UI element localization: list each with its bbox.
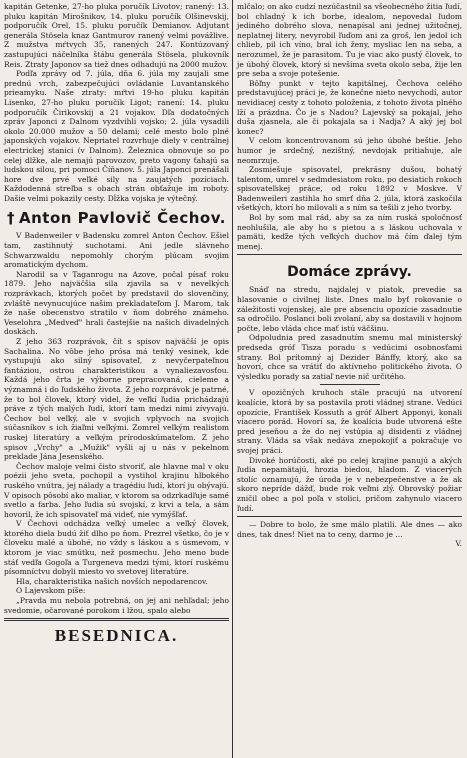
paragraph: Hla, charakteristika našich novších nepodarencov.	[16, 576, 208, 586]
paragraph: V Čechovi odchádza veľký umelec a veľký človek, ktorého diela budú žiť dlho po ňom. Prezrel všetko, čo je v človeku malé a úbohé, no vždy s láskou a s úsmevom, v ktorom je viac smútku, než posmechu. Jeho meno bude stáť vedľa Gogoľa a Turgeneva medzi tými, ktorí ruskému písomníctvu dobyli miesto vo svetovej literatúre.	[4, 519, 229, 577]
cross-icon: †	[7, 209, 16, 228]
divider	[4, 618, 229, 621]
paragraph: Bol by som mal rád, aby sa za ním ruská spoločnosť neohlušila, ale aby ho s pietou a s láskou uchovala v pamäti, keďže tých veľkých duchov má čím ďalej tým menej.	[237, 213, 462, 251]
paragraph: Čechov maloje velmi čisto stvoriť, ale hlavne mal v oku poézii jeho sveta, pochopil a vystihol krajinu hlbokého ruského vnútra, jej nálady a tragédiu ľudí, ktorí ju obývajú. V opisoch pôsobí ako maliar, v ktorom sa odzrkadľuje samé svetlo a farba. Jeho ľudia sú svojskí, z krvi a tela, a sám hovoril, že ich spisovateľ má videť, nie vymýšľať.	[4, 461, 229, 519]
article-title: Anton Pavlovič Čechov.	[19, 209, 226, 228]
paragraph: Odpoludnia pred zasadnutím snemu mal ministerský predseda gróf Tisza poradu s vedúcimi osobnosťami strany. Bol prítomný aj Dezider Bánffy, ktorý, ako sa hovorí, chce sa vrátiť do aktívneho politického života. O výsledku porady sa zatiaľ nevie nič určitého.	[237, 333, 462, 381]
section-heading: BESEDNICA.	[54, 626, 179, 646]
divider	[320, 384, 380, 385]
right-column	[237, 2, 462, 549]
paragraph: V opozičných kruhoch stále pracujú na utvorení koalície, ktorá by sa postavila proti vládnej strane. Vedúci opozície, František Kossuth a gróf Albert Apponyi, konali viacero porád. Hovorí sa, že koalícia bude utvorená ešte pred jeseňou a že do nej vstúpia aj disidenti z vládnej strany. Vláda sa však nedáva znepokojiť a pokračuje vo svojej práci.	[237, 388, 462, 455]
divider	[237, 254, 462, 255]
paragraph: Podľa zprávy od 7. júla, dňa 6. júla my zaujali sme prednú vrch, zabezpečujúci ovládanie Luvantanského prieamyku. Naše ztraty: mŕtvi 19-ho pluku kapitán Lisenko, 27-ho pluku poručík Ligot; ranení: 14. pluku podporučík Čirikovskij a 21 vojakov. Dľa dodatočných zpráv Japonci z Dalnom vyzdvihli vojsko; 2. júla vysadili okolo 20.000 mužov a 50 delami; celé mesto bolo plné japonských vojakov. Nepriatel rozvrhuje diely v centrálnej electrickej stanici (v Dalnom). Železnica obnovuje so po celej dlžke, ale nemajú parovozov, preto vagony ťahajú sa ludskou silou, pri pomoci Číňanov. 5. júla Japonci prenášali hore dve prvé veľké sily na zaujatých pozíciach. Každodenná streľba s obach strán obťažuje im roboty. Dašie velmi pokazily cesty. Dĺžka vojska je výtečný.	[4, 69, 229, 203]
paragraph: Z jeho 363 rozprávok, čít s spisov najväčší je opis Sachalina. No vôbe jeho prósa má tenký vesinek, kde vystupujú ako silný spisovateľ, z nevyčerpateľnou fantáziou, ostrou charakteristikou a vynaliezavosťou. Každá jeho črta je výborne prepracovaná, cieleme a významná i do ľudského života. Z jeho rozprávok je patrné, že to bol človek, ktorý videl, že veľkí ľudia prichádzajú práve z tých malých ľudí, ktorí tam medzi nimi zívyvajú. Čechov bol veľký, ale v svojich vplyvoch na svojich súčasníkov s ich žiaľmi veľkými. Zomrel veľkým realistom ruskej literatúry a veľkým prírodoskúmateľom. Z jeho spisov „Vrchy" a „Mužik" vyšli aj u nás v pekelnom preklade Jána Jesenského.	[4, 337, 229, 462]
paragraph: O Lajevskom píše:	[16, 586, 86, 596]
signature: V.	[455, 539, 462, 549]
article-heading	[4, 209, 229, 227]
left-column	[4, 2, 229, 647]
paragraph: V celom koncentrovanom sú jeho úbohé beštie. Jeho humor je srdečný, nezištný, nevdojak pritiahuje, ale neomrzuje.	[237, 136, 462, 165]
paragraph: kapitán Getenke, 27-ho pluka poručík Lívotov; ranený: 13. pluku kapitán Mirošnikov, 14. pluku poručík Olšinevskij, podporučík Orel, 15. pluku poručík Demianov. Adjutant generála Stösela knaz Gantmurov ranený velmi povážlive. Z mužstva mŕtvych 35, ranených 247. Kontúzovaný zastupujúci náčelníka štábu generála Stösela, plukovník Reis. Ztraty Japonov sa tiež dnes odhadujú na 2000 mužov.	[4, 2, 229, 69]
paragraph: „Pravda mu nebola potrebná, on jej ani nehľadal; jeho svedomie, očarované porokom i lžou, spalo alebo	[4, 596, 229, 615]
column-divider	[232, 0, 233, 758]
paragraph: mlčalo; on ako cudzí nezúčastnil sa všeobecného žitia ľudí, bol chladný k ich borbe, idealom, nepovedal ľudom jediného dobrého slova, nenapísal ani jednej užitočnej, neplatnej litery, nevyrobil ľuďom ani za groš, len jedol ich chlieb, pil ich víno, bral ich ženy, mysliac len na seba, a nerozumel, že je parasitom. Tu je viac ako pustý človek, to je úbohý človek, ktorý si nevšíma sveta okolo seba, žije len pre seba a svoje potešenie.	[237, 2, 462, 79]
quote: — Dobre to bolo, že sme málo platili. Ale dnes — ako dnes, tak dnes! Niet na to ceny, darmo je ...	[237, 520, 462, 539]
paragraph: Divoké horúčosti, aké po celej krajine panujú a akých ľudia nepamätajú, hrozia biedou, hladom. Z viacerých stolíc oznamujú, že úroda je v nebezpečenstve a že ak skoro nepríde dážď, bude rok veľmi zlý. Obrovský požiar zničil obec a pol poľa v stolici, pričom zahynulo viacero ľudí.	[237, 455, 462, 513]
paragraph: Narodil sa v Taganrogu na Azove, počal písať roku 1879. Jeho najväčšia sila zjavila sa v nevelkých rozprávkach, ktorých počet by predstavil do slovenčiny, zvláště nevynucujúce našim prekladateľom J. Marom, tak že naše obecenstvo stratilo v ňom dobrého známeho. Veselohra „Medveď" hrali častejšie na našich divadelných doskách.	[4, 269, 229, 337]
paragraph: Zosmiešuje spisovatel, prekrásny dušou, bohatý talentom, umrel v sedmdesiatom roku, po desiatich rokoch spisovateľskej práce, od roku 1892 v Moskve. V Badenweileri zastihla ho smrť dňa 2. júla, ktorá zaskočila všetkých, ktorí ho milovali a s ním sa tešili z jeho tvorby.	[237, 165, 462, 213]
divider	[237, 516, 462, 517]
paragraph: V Badenweiler v Badensku zomrel Anton Čechov. Ešiel tam, zastihnutý suchotami. Ani jedle slávneho Schwarzwaldu nepomohly chorým plúcam svojim aromatickým dychom.	[4, 231, 229, 270]
section-heading: Domáce zprávy.	[287, 264, 412, 281]
paragraph: Bôľny punkt v tejto kapitálnej, Čechova celého predstavujúcej práci je, že konečne nieto nevychodí, autor nevidiacej cesty z tohoto položenia, z tohoto života plného lží a prázdna. Čo je s Nadou? Lajevský sa pokajal, jeho duša zjasnela, ale či pokajala sa i Nadja? A aký jej bol konec?	[237, 78, 462, 136]
paragraph: Snáď na stredu, najdalej v piatok, prevedie sa hlasovanie o civilnej liste. Dnes malo byť rokovanie o záležitosti vojenskej, ale pre absenciu opozície zasadnutie sa odročilo. Poslanci boli zvolaní, aby sa dostavili v hojnom počte, lebo vláda chce mať istú väčšinu.	[237, 285, 462, 333]
